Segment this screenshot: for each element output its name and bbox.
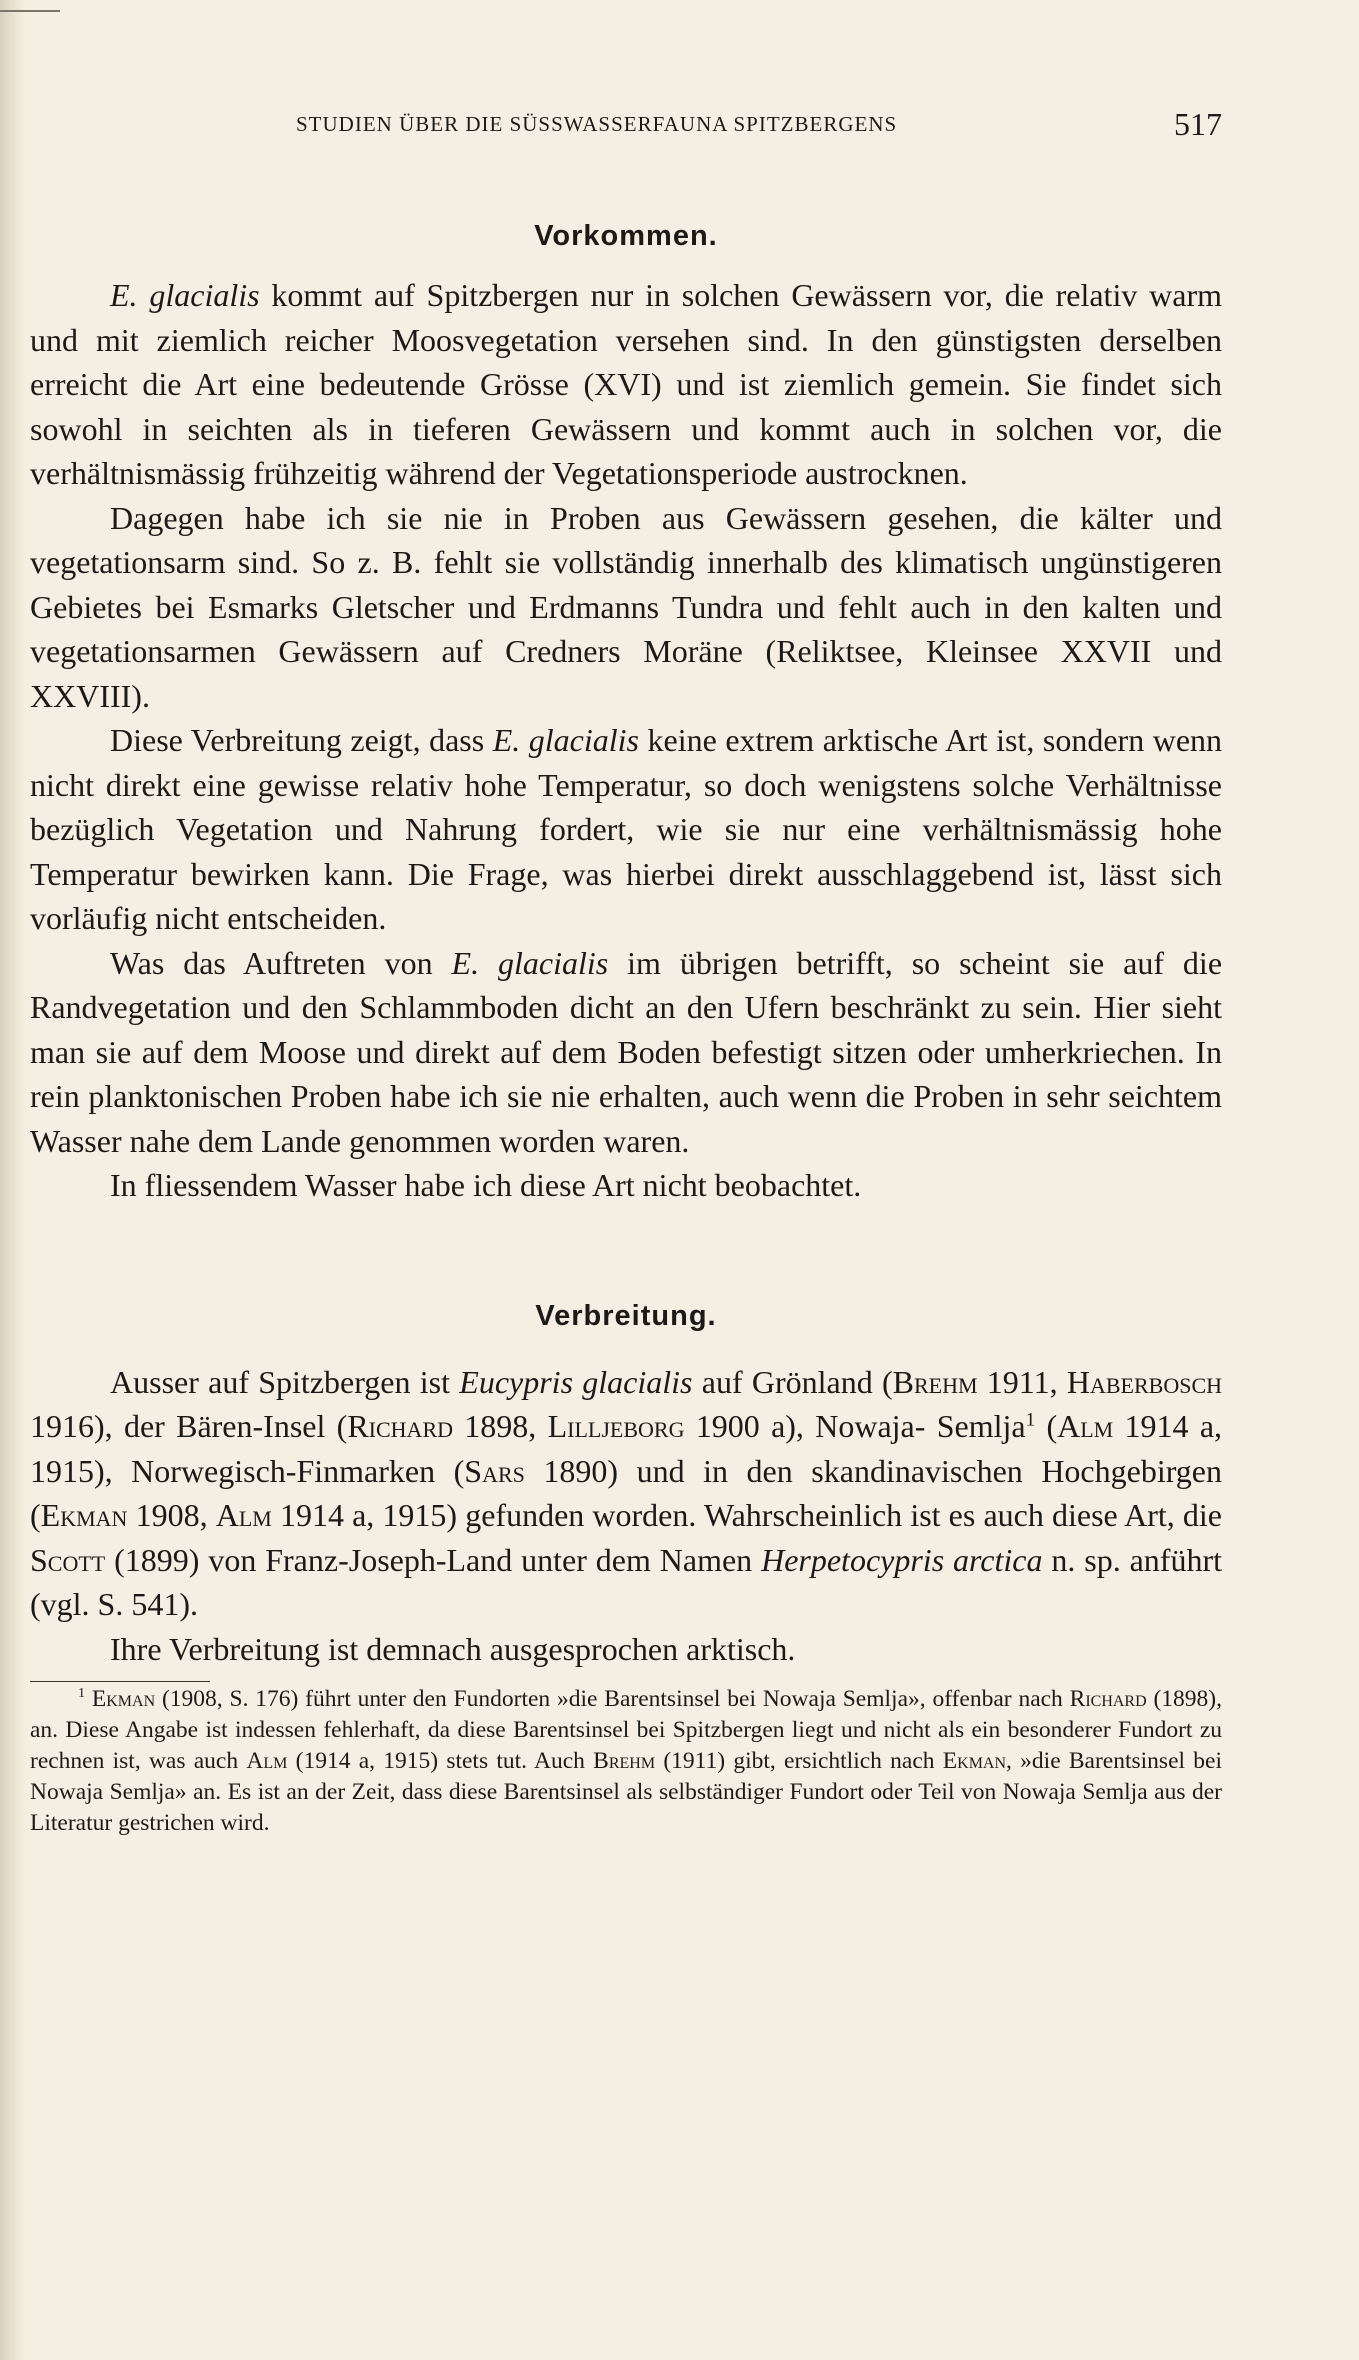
text-run: Ausser auf Spitzbergen ist [110, 1363, 460, 1400]
text-run: Ihre Verbreitung ist demnach ausgesprochen arktisch. [110, 1630, 796, 1667]
text-run: 1900 a), Nowaja- Semlja [684, 1408, 1026, 1444]
text-run: 1898, [453, 1408, 548, 1444]
text-run: auf Grönland ( [692, 1363, 893, 1400]
text-run: (1898), an. Diese Angabe ist indessen fehlerhaft, da diese Barentsinsel bei Spitzbergen liegt und nicht als ein besonderer Fundort zu rechnen ist, was auch [30, 1686, 1223, 1774]
text-run: kommt auf Spitzbergen nur in solchen Gewässern vor, die relativ warm und mit ziemlich reicher Moosvegetation versehen sind. In den günstigsten derselben erreicht die Art eine bedeutende Grösse (XVI) und ist ziemlich gemein. Sie findet sich sowohl in seichten als in tieferen Gewässern und kommt auch in solchen vor, die verhältnismässig frühzeitig während der Vegetationsperiode austrocknen. [30, 277, 1223, 491]
text-run: n. sp. anführt (vgl. S. 541). [30, 1541, 1223, 1622]
text-run: 1908, [127, 1497, 216, 1533]
author-name: Richard [1069, 1686, 1147, 1712]
author-name: Brehm [892, 1363, 978, 1400]
footnote [30, 1684, 1222, 1839]
italic-taxon-name: Herpetocypris arctica [761, 1541, 1043, 1578]
section-body-verbreitung [30, 1360, 1222, 1672]
author-name: Scott [30, 1541, 106, 1578]
text-run: ( [1035, 1408, 1058, 1444]
paragraph [30, 1360, 1222, 1627]
text-run: Was das Auftreten von [110, 944, 452, 981]
text-run: (1911) gibt, ersichtlich nach [655, 1748, 943, 1774]
section-heading-vorkommen: Vorkommen. [534, 220, 718, 252]
author-name: Alm [215, 1497, 272, 1533]
text-run: (1908, S. 176) führt unter den Fundorten »die Barentsinsel bei Nowaja Semlja», offenbar nach [155, 1686, 1070, 1712]
text-run: keine extrem arktische Art ist, sondern wenn nicht direkt eine gewisse relativ hohe Temperatur, so doch wenigstens solche Verhältnisse bezüglich Vegetation und Nahrung fordert, wie sie nur eine verhältnismässig hohe Temperatur bewirken kann. Die Frage, was hierbei direkt ausschlaggebend ist, lässt sich vorläufig nicht entscheiden. [30, 722, 1223, 936]
author-name: Brehm [593, 1748, 656, 1774]
footnote-marker: 1 [78, 1685, 86, 1702]
text-run: 1916), der Bären-Insel ( [30, 1408, 348, 1444]
text-run: 1914 a, 1915), Norwegisch-Finmarken ( [30, 1408, 1223, 1489]
text-run: 1914 a, 1915) gefunden worden. Wahrscheinlich ist es auch diese Art, die [271, 1497, 1223, 1533]
page-number: 517 [1174, 106, 1222, 142]
section-heading-verbreitung: Verbreitung. [535, 1299, 717, 1332]
text-run: , »die Barentsinsel bei Nowaja Semlja» an. Es ist an der Zeit, dass diese Barentsinsel als selbständiger Fundort oder Teil von Nowaja Semlja aus der Literatur gestrichen wird. [30, 1748, 1223, 1836]
author-name: Sars [464, 1452, 525, 1489]
author-name: Richard [347, 1408, 454, 1444]
paragraph [30, 1163, 1222, 1208]
running-title: STUDIEN ÜBER DIE SÜSSWASSERFAUNA SPITZBERGENS [296, 112, 898, 136]
text-run: (1914 a, 1915) stets tut. Auch [287, 1748, 594, 1774]
book-page [30, 100, 1222, 1839]
running-head [30, 100, 1222, 140]
paragraph [30, 496, 1222, 719]
author-name: Alm [1057, 1408, 1114, 1444]
footnote-divider [30, 1681, 210, 1682]
page-edge-shadow [0, 0, 26, 2360]
paragraph [30, 718, 1222, 941]
paragraph [30, 273, 1222, 496]
author-name: Haberbosch [1066, 1363, 1223, 1400]
text-run: 1890) und in den skandinavischen Hochgebirgen ( [30, 1452, 1223, 1533]
author-name: Ekman [942, 1748, 1007, 1774]
text-run: Diese Verbreitung zeigt, dass [110, 722, 493, 758]
author-name: Ekman [40, 1497, 128, 1533]
author-name: Alm [246, 1748, 288, 1774]
italic-taxon-name: Eucypris glacialis [459, 1363, 693, 1400]
section-body-vorkommen [30, 273, 1222, 1208]
italic-taxon-name: E. glacialis [451, 944, 609, 981]
text-run [85, 1686, 92, 1712]
scan-mark-rule [0, 10, 60, 12]
paragraph [30, 1627, 1222, 1672]
text-run: im übrigen betrifft, so scheint sie auf die Randvegetation und den Schlammboden dicht an den Ufern beschränkt zu sein. Hier sieht man sie auf dem Moose und direkt auf dem Boden befestigt sitzen oder umherkriechen. In rein planktonischen Proben habe ich sie nie erhalten, auch wenn die Proben in sehr seichtem Wasser nahe dem Lande genommen worden waren. [30, 944, 1223, 1159]
italic-taxon-name: E. glacialis [492, 722, 640, 758]
author-name: Ekman [91, 1686, 156, 1712]
text-run: 1911, [977, 1363, 1067, 1400]
footnote-marker: 1 [1025, 1409, 1036, 1431]
italic-taxon-name: E. glacialis [110, 277, 260, 313]
text-run: Dagegen habe ich sie nie in Proben aus Gewässern gesehen, die kälter und vegetationsarm sind. So z. B. fehlt sie vollständig innerhalb des klimatisch ungünstigeren Gebietes bei Esmarks Gletscher und Erdmanns Tundra und fehlt auch in den kalten und vegetationsarmen Gewässern auf Credners Moräne (Reliktsee, Kleinsee XXVII und XXVIII). [30, 499, 1222, 714]
paragraph [30, 941, 1222, 1164]
text-run: (1899) von Franz-Joseph-Land unter dem Namen [105, 1541, 762, 1578]
text-run: In fliessendem Wasser habe ich diese Art nicht beobachtet. [110, 1167, 862, 1203]
author-name: Lilljeborg [547, 1408, 685, 1444]
